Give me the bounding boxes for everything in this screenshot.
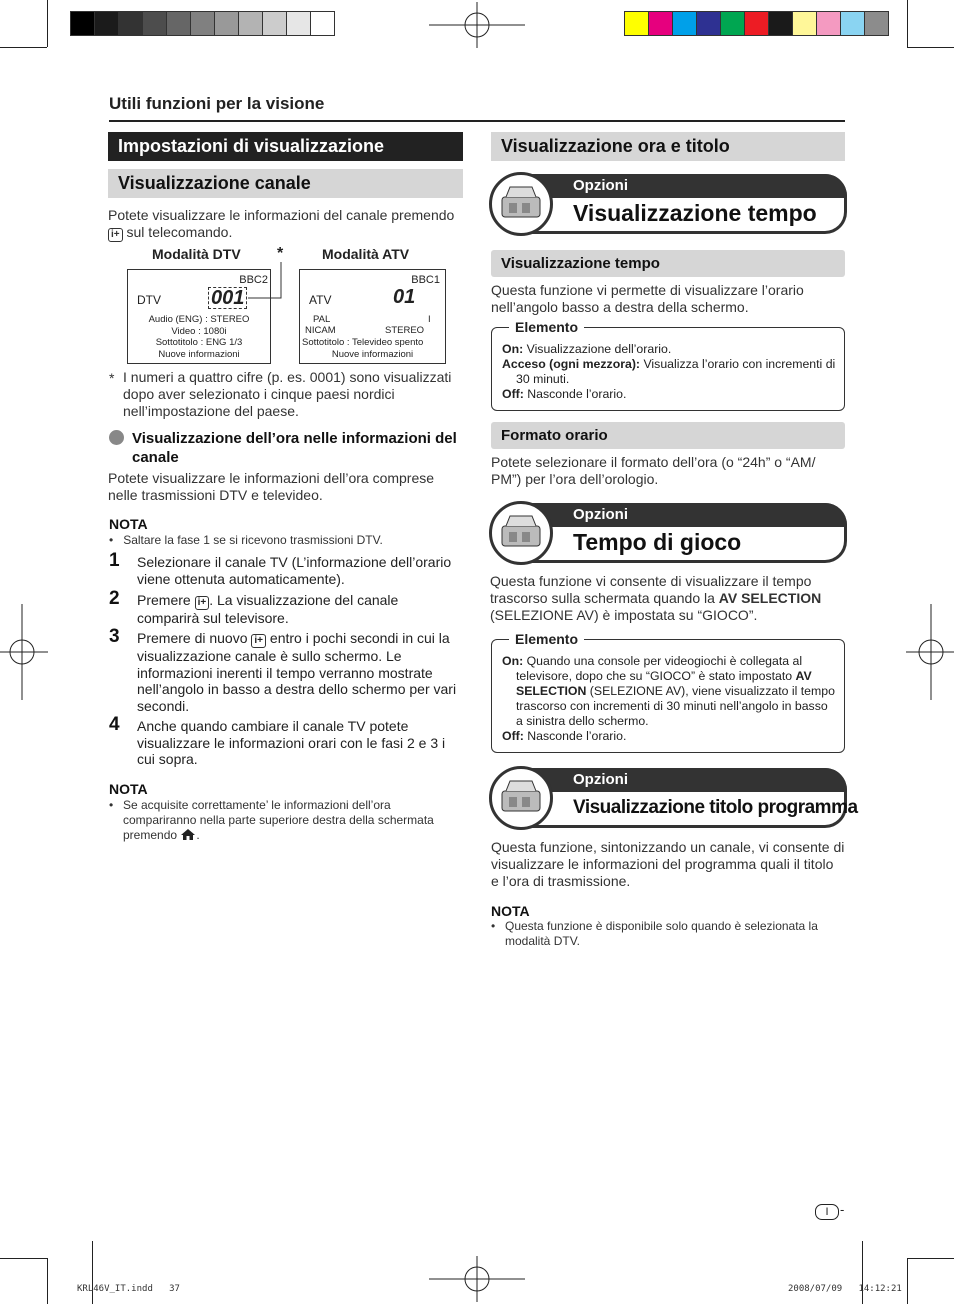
color-swatch (841, 12, 865, 35)
step-text: Selezionare il canale TV (L’informazione dell’orario viene ottenuta automaticamente). (137, 554, 452, 587)
info-button-icon: i+ (195, 596, 210, 610)
left-title-bar: Impostazioni di visualizzazione (108, 132, 463, 161)
gray-color-bar (70, 11, 335, 36)
footer-filename: KRL46V_IT.indd 37 (77, 1284, 180, 1294)
time-format-bar: Formato orario (491, 422, 845, 449)
color-swatch (71, 12, 95, 35)
dtv-audio: Audio (ENG) : STEREO (148, 314, 250, 325)
color-swatch (215, 12, 239, 35)
footer-timestamp: 2008/07/09 14:12:21 (788, 1284, 902, 1294)
dtv-screen (127, 269, 271, 364)
section-heading: Utili funzioni per la visione (109, 94, 325, 113)
step-text: Anche quando cambiare il canale TV potete visualizzare le informazioni orari con le fasi 2 e 3 i cui sopra. (137, 718, 446, 767)
crop-mark (47, 0, 48, 47)
dtv-channel-number: 001 (208, 287, 247, 309)
header-rule (109, 120, 845, 122)
color-swatch (287, 12, 311, 35)
time-format-text: Potete selezionare il formato dell’ora (o “24h” o “AM/ PM”) per l’ora dell’orologio. (491, 454, 816, 487)
atv-channel-number: 01 (393, 286, 416, 308)
color-swatch (745, 12, 769, 35)
note-item: • Se acquisite correttamente’ le informazioni dell’ora compariranno nella parte superiore destra della schermata premendo . (109, 798, 434, 842)
color-swatch (673, 12, 697, 35)
crop-mark (907, 1258, 954, 1259)
footnote: I numeri a quattro cifre (p. es. 0001) sono visualizzati dopo aver selezionato i cinque paesi nordici nell’impostazione del paese. (123, 369, 452, 419)
atv-channel-name: BBC1 (411, 274, 440, 286)
crop-mark (0, 47, 47, 48)
bullet-circle-icon (109, 430, 124, 445)
registration-target-icon (0, 604, 48, 700)
color-swatch (865, 12, 888, 35)
option-off: Off: Nasconde l’orario. (502, 729, 627, 743)
crop-mark (47, 1258, 48, 1304)
option-on: On: Visualizzazione dell’orario. (502, 342, 672, 356)
option-on: On: Quando una console per videogiochi è collegata al televisore, dopo che su “GIOCO” è stato impostato AV SELECTION (SELEZIONE AV), viene visualizzato il tempo trascorso con incrementi di 30 minuti nell’angolo in basso a sinistra dello schermo. (502, 654, 835, 728)
atv-label: Modalità ATV (322, 246, 410, 262)
element-box-game (491, 631, 845, 753)
color-swatch (239, 12, 263, 35)
asterisk-marker: * (277, 245, 284, 262)
color-swatch (263, 12, 287, 35)
page-language-badge: I (815, 1204, 839, 1220)
home-icon (180, 828, 196, 841)
atv-stereo: STEREO (385, 325, 425, 336)
options-label: Opzioni (573, 771, 628, 788)
element-box-time (491, 319, 845, 411)
color-bar (624, 11, 889, 36)
crop-mark (92, 1241, 93, 1304)
game-text: Questa funzione vi consente di visualizzare il tempo trascorso sulla schermata quando la AV SELECTION (SELEZIONE AV) è impostata su “GIOCO”. (490, 573, 822, 623)
color-swatch (697, 12, 721, 35)
toolbox-icon (489, 766, 553, 830)
banner-title: Visualizzazione titolo programma (573, 797, 858, 818)
options-banner-program-title (489, 766, 858, 830)
toolbox-icon (489, 172, 553, 236)
dtv-subtitle: Sottotitolo : ENG 1/3 (155, 337, 243, 348)
color-swatch (721, 12, 745, 35)
color-swatch (119, 12, 143, 35)
dtv-video: Video : 1080i (171, 325, 227, 337)
info-button-icon: i+ (108, 228, 123, 242)
crop-mark (0, 1258, 47, 1259)
channel-intro: Potete visualizzare le informazioni del canale premendo i+ sul telecomando. (108, 207, 455, 240)
info-button-icon: i+ (251, 634, 266, 648)
right-title-bar: Visualizzazione ora e titolo (491, 132, 845, 161)
color-swatch (311, 12, 334, 35)
color-swatch (817, 12, 841, 35)
atv-subtitle: Sottotitolo : Televideo spento (302, 337, 424, 348)
footnote-mark: * (109, 370, 115, 386)
dtv-mode: DTV (137, 293, 161, 307)
option-half-hour: Acceso (ogni mezzora): Visualizza l’orario con incrementi di 30 minuti. (502, 357, 836, 386)
note-heading: NOTA (109, 516, 148, 532)
dtv-new-info: Nuove informazioni (158, 348, 240, 360)
atv-pal: PAL (313, 314, 331, 325)
registration-target-icon (906, 604, 954, 700)
program-title-text: Questa funzione, sintonizzando un canale, vi consente di visualizzare le informazioni del programma quali il titolo e l’ora di trasmissione. (491, 839, 845, 889)
atv-screen (299, 269, 446, 364)
step-text: Premere di nuovo i+ entro i pochi secondi in cui la visualizzazione canale è sullo schermo. Le informazioni inerenti il tempo verranno mostrate nell’angolo in basso a destra dello schermo per vari secondi. (137, 630, 457, 714)
crop-mark (907, 1258, 908, 1304)
atv-new-info: Nuove informazioni (331, 349, 414, 360)
toolbox-icon (489, 501, 553, 565)
step-number: 1 (109, 550, 120, 571)
color-swatch (649, 12, 673, 35)
color-swatch (769, 12, 793, 35)
channel-display-bar: Visualizzazione canale (108, 169, 463, 198)
crop-mark (907, 0, 908, 47)
color-swatch (625, 12, 649, 35)
options-banner-time (489, 172, 847, 236)
options-banner-game (489, 501, 847, 565)
time-display-text: Questa funzione vi permette di visualizzare l’orario nell’angolo basso a destra della schermo. (491, 282, 804, 315)
dtv-label: Modalità DTV (152, 246, 241, 262)
banner-title: Tempo di gioco (573, 529, 742, 555)
atv-nicam: NICAM (305, 325, 336, 336)
step-number: 4 (109, 714, 120, 735)
dtv-channel-name: BBC2 (239, 274, 268, 286)
time-display-bar: Visualizzazione tempo (491, 250, 845, 277)
dtv-details (128, 314, 270, 360)
options-label: Opzioni (573, 177, 628, 194)
element-title: Elemento (509, 319, 584, 335)
registration-target-icon (429, 2, 525, 48)
element-title: Elemento (509, 631, 584, 647)
step-number: 2 (109, 588, 120, 609)
atv-mode: ATV (309, 293, 332, 307)
color-swatch (95, 12, 119, 35)
step-text: Premere i+ . La visualizzazione del canale comparirà sul televisore. (137, 592, 399, 626)
color-swatch (191, 12, 215, 35)
note-heading: NOTA (491, 903, 530, 919)
color-swatch (143, 12, 167, 35)
page-dash: - (840, 1202, 845, 1217)
step-number: 3 (109, 626, 120, 647)
options-label: Opzioni (573, 506, 628, 523)
sub-text: Potete visualizzare le informazioni dell’ora comprese nelle trasmissioni DTV e televideo. (108, 470, 435, 503)
note-heading: NOTA (109, 781, 148, 797)
atv-system: I (428, 314, 431, 325)
crop-mark (907, 47, 954, 48)
banner-title: Visualizzazione tempo (573, 200, 817, 226)
color-swatch (793, 12, 817, 35)
option-off: Off: Nasconde l’orario. (502, 387, 627, 401)
registration-target-icon (429, 1256, 525, 1302)
crop-mark (862, 1241, 863, 1304)
sub-heading: Visualizzazione dell’ora nelle informazioni del canale (132, 430, 457, 466)
note-item: • Saltare la fase 1 se si ricevono trasmissioni DTV. (109, 533, 383, 547)
color-swatch (167, 12, 191, 35)
note-item: • Questa funzione è disponibile solo quando è selezionata la modalità DTV. (491, 919, 818, 948)
